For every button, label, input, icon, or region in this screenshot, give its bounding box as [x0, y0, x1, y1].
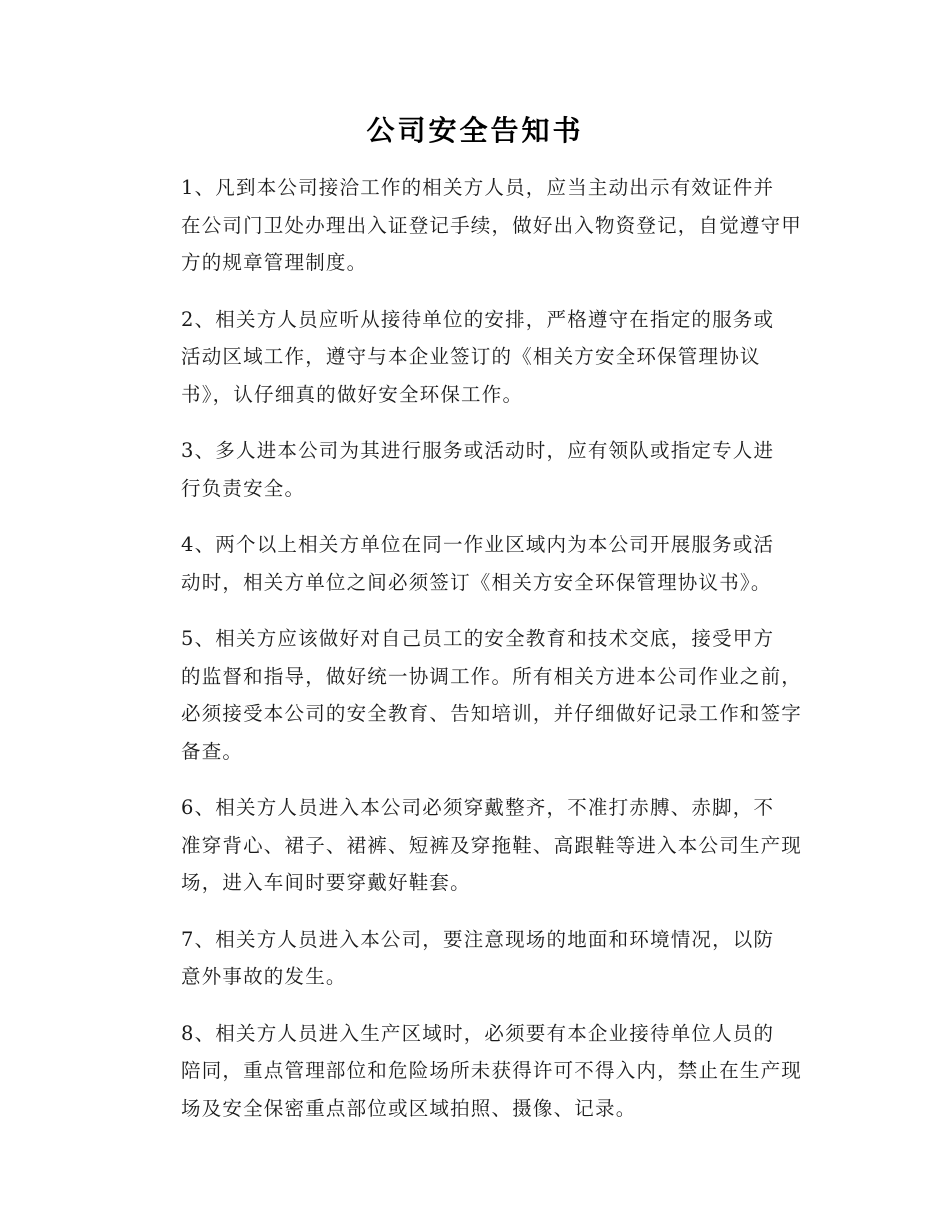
clause-1-line-1: 1、凡到本公司接洽工作的相关方人员，应当主动出示有效证件并	[181, 176, 775, 199]
document-title: 公司安全告知书	[366, 114, 584, 147]
clause-4-line-1: 4、两个以上相关方单位在同一作业区域内为本公司开展服务或活	[181, 533, 775, 556]
clause-5	[142, 620, 808, 770]
clause-3	[142, 432, 808, 507]
clause-5-line-4: 备查。	[181, 739, 244, 763]
clause-8-line-1: 8、相关方人员进入生产区域时，必须要有本企业接待单位人员的	[181, 1021, 775, 1045]
clause-5-line-2: 的监督和指导，做好统一协调工作。所有相关方进本公司作业之前，	[181, 664, 803, 688]
clause-8-line-2: 陪同，重点管理部位和危险场所未获得许可不得入内，禁止在生产现	[181, 1059, 803, 1082]
clause-5-line-1: 5、相关方应该做好对自己员工的安全教育和技术交底，接受甲方	[181, 627, 775, 650]
clause-4	[142, 526, 808, 601]
clause-6-line-1: 6、相关方人员进入本公司必须穿戴整齐，不准打赤膊、赤脚，不	[181, 796, 775, 819]
clause-7-line-1: 7、相关方人员进入本公司，要注意现场的地面和环境情况，以防	[181, 927, 775, 951]
clause-2	[142, 301, 808, 414]
clause-8	[142, 1015, 808, 1128]
clause-1-line-2: 在公司门卫处办理出入证登记手续，做好出入物资登记，自觉遵守甲	[181, 213, 803, 237]
clause-8-line-3: 场及安全保密重点部位或区域拍照、摄像、记录。	[181, 1096, 637, 1120]
clause-2-line-2: 活动区域工作，遵守与本企业签订的《相关方安全环保管理协议	[181, 345, 761, 368]
clause-7	[142, 921, 808, 996]
clause-3-line-1: 3、多人进本公司为其进行服务或活动时，应有领队或指定专人进	[181, 439, 775, 462]
clause-6-line-2: 准穿背心、裙子、裙裤、短裤及穿拖鞋、高跟鞋等进入本公司生产现	[181, 833, 803, 857]
clause-3-line-2: 行负责安全。	[181, 476, 306, 500]
clause-2-line-3: 书》，认仔细真的做好安全环保工作。	[181, 382, 524, 406]
clause-4-line-2: 动时，相关方单位之间必须签订《相关方安全环保管理协议书》。	[181, 570, 772, 594]
clause-6	[142, 789, 808, 902]
clause-1	[142, 169, 808, 282]
clause-6-line-3: 场，进入车间时要穿戴好鞋套。	[181, 871, 471, 894]
clause-1-line-3: 方的规章管理制度。	[181, 251, 368, 274]
clause-5-line-3: 必须接受本公司的安全教育、告知培训，并仔细做好记录工作和签字	[181, 702, 803, 725]
clause-7-line-2: 意外事故的发生。	[181, 965, 347, 988]
clause-2-line-1: 2、相关方人员应听从接待单位的安排，严格遵守在指定的服务或	[181, 307, 775, 331]
